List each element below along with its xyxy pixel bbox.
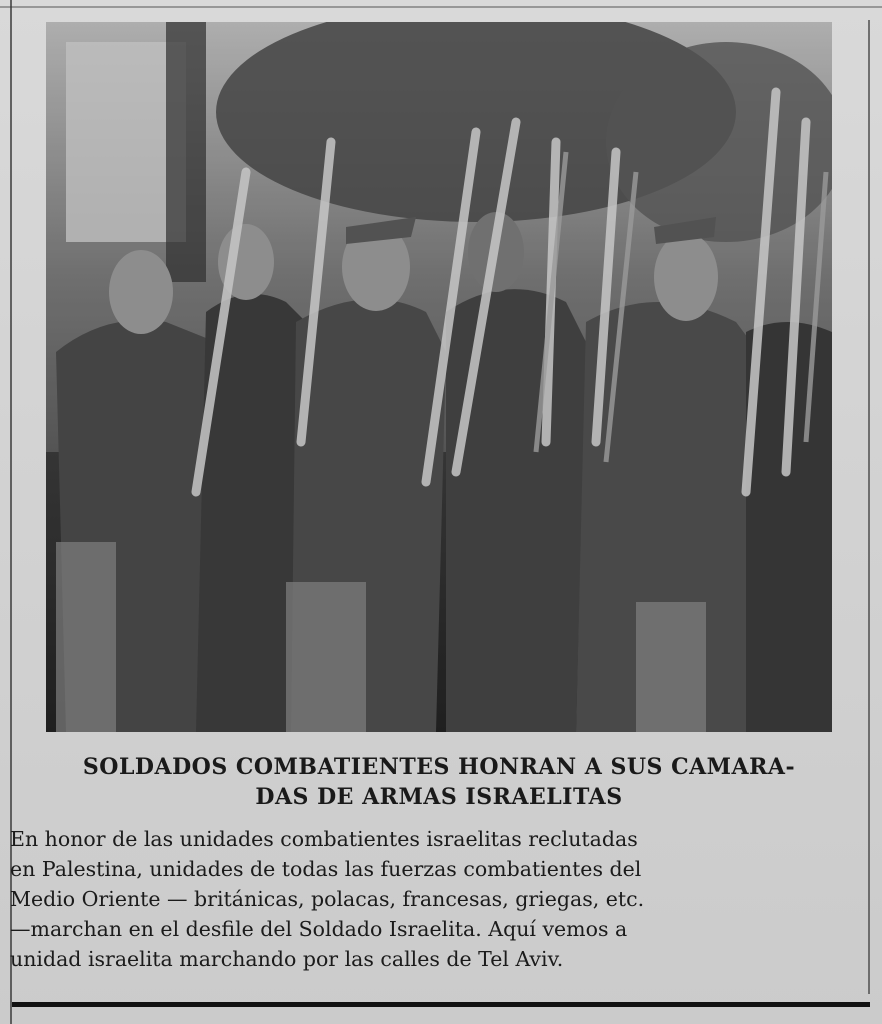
body-line-3: Medio Oriente — británicas, polacas, francesas, griegas, etc. bbox=[10, 887, 645, 911]
headline-line-2: DAS DE ARMAS ISRAELITAS bbox=[255, 784, 623, 810]
body-line-5: unidad israelita marchando por las calles de Tel Aviv. bbox=[10, 947, 564, 971]
caption-body bbox=[10, 824, 868, 974]
body-line-2: en Palestina, unidades de todas las fuerzas combatientes del bbox=[10, 857, 642, 881]
body-line-4: —marchan en el desfile del Soldado Israelita. Aquí vemos a bbox=[10, 917, 628, 941]
caption-headline bbox=[10, 752, 868, 812]
body-line-1: En honor de las unidades combatientes israelitas reclutadas bbox=[10, 827, 638, 851]
bottom-border-rule bbox=[12, 1002, 870, 1007]
right-column-rule bbox=[868, 20, 870, 994]
top-border-rule bbox=[0, 6, 882, 8]
headline-line-1: SOLDADOS COMBATIENTES HONRAN A SUS CAMARA- bbox=[82, 754, 796, 780]
photo-caption bbox=[10, 752, 868, 974]
photo-illustration bbox=[46, 22, 832, 732]
photograph-marching-soldiers bbox=[46, 22, 832, 732]
